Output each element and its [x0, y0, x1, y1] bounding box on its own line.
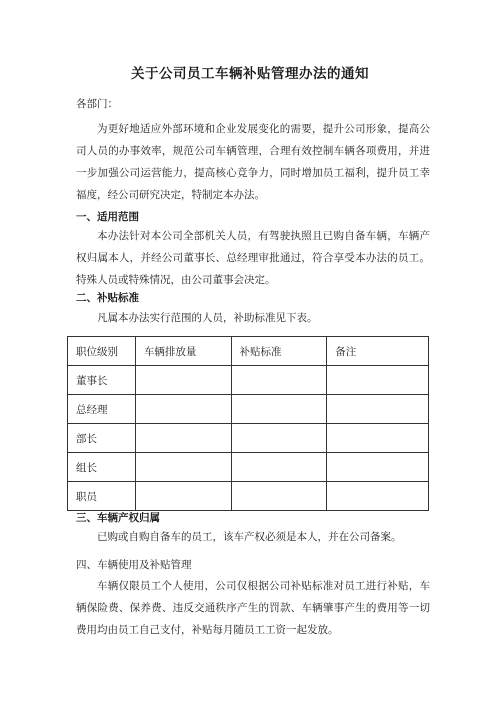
- table-cell: [135, 395, 231, 424]
- section-heading-standard: 二、补贴标准: [76, 292, 139, 304]
- section-body-scope: 本办法针对本公司全部机关人员，有驾驶执照且已购自备车辆，车辆产权归属本人，并经公司董事长、总经理审批通过，符合享受本办法的员工。特殊人员或特殊情况，由公司董事会决定。: [76, 230, 430, 286]
- table-header-cell: 备注: [327, 337, 429, 366]
- table-row: [68, 366, 429, 395]
- table-cell: 部长: [68, 424, 136, 453]
- document-title: 关于公司员工车辆补贴管理办法的通知: [131, 66, 369, 82]
- table-cell: 组长: [68, 453, 136, 482]
- table-row: [68, 482, 429, 511]
- table-cell: [135, 453, 231, 482]
- table-row: [68, 424, 429, 453]
- table-cell: [135, 482, 231, 511]
- table-cell: [231, 453, 327, 482]
- subsidy-table: [67, 336, 429, 511]
- table-cell: [327, 395, 429, 424]
- table-cell: [327, 366, 429, 395]
- table-cell: [231, 395, 327, 424]
- section-heading-ownership: 三、车辆产权归属: [76, 512, 160, 524]
- intro-paragraph: 为更好地适应外部环境和企业发展变化的需要，提升公司形象，提高公司人员的办事效率，规范公司车辆管理，合理有效控制车辆各项费用，并进一步加强公司运营能力，提高核心竞争力，同时增加员工福利，提升员工幸福度，经公司研究决定，特制定本办法。: [76, 123, 430, 201]
- section-heading-scope: 一、适用范围: [76, 211, 139, 223]
- table-cell: 总经理: [68, 395, 136, 424]
- table-cell: [231, 424, 327, 453]
- section-body-standard: 凡属本办法实行范围的人员，补助标准见下表。: [97, 312, 318, 324]
- table-cell: 董事长: [68, 366, 136, 395]
- salutation: 各部门：: [76, 98, 118, 110]
- section-heading-usage: 四、车辆使用及补贴管理: [76, 559, 192, 571]
- table-cell: [327, 453, 429, 482]
- table-cell: [327, 424, 429, 453]
- table-cell: [231, 366, 327, 395]
- table-header-cell: 职位级别: [68, 337, 136, 366]
- table-cell: [327, 482, 429, 511]
- table-row: [68, 453, 429, 482]
- table-cell: [231, 482, 327, 511]
- table-header-cell: 车辆排放量: [135, 337, 231, 366]
- table-row: [68, 395, 429, 424]
- table-header-cell: 补贴标准: [231, 337, 327, 366]
- section-body-usage: 车辆仅限员工个人使用，公司仅根据公司补贴标准对员工进行补贴，车辆保险费、保养费、违反交通秩序产生的罚款、车辆肇事产生的费用等一切费用均由员工自己支付，补贴每月随员工工资一起发放。: [76, 580, 430, 636]
- table-cell: [135, 366, 231, 395]
- table-cell: 职员: [68, 482, 136, 511]
- table-header-row: [68, 337, 429, 366]
- section-body-ownership: 已购或自购自备车的员工，该车产权必须是本人，并在公司备案。: [97, 531, 402, 543]
- table-cell: [135, 424, 231, 453]
